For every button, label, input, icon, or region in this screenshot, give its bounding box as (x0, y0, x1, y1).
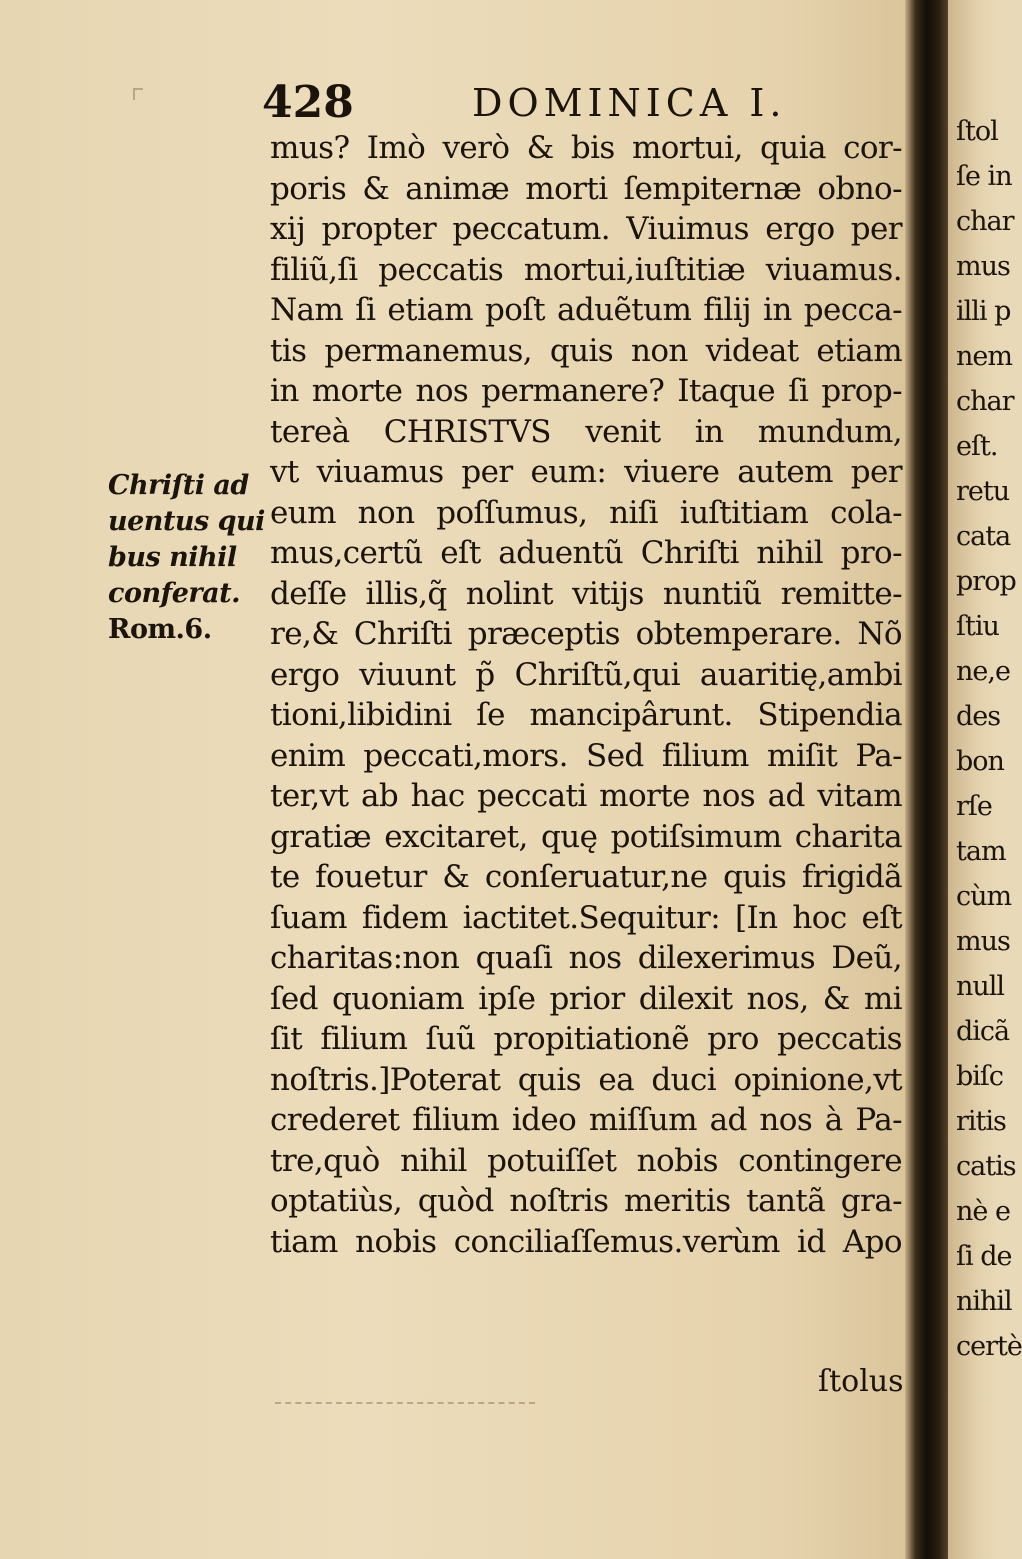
text-line: tis permanemus, quis non videat etiam (270, 332, 902, 369)
text-line: ſuam fidem iactitet.Sequitur: [In hoc eſt (270, 899, 902, 936)
marginal-note-line: Chriſti ad (108, 470, 249, 501)
facing-line-fragment: ſtiu (956, 611, 999, 642)
text-line: optatiùs, quòd noſtris meritis tantã gra- (270, 1183, 902, 1219)
text-line: vt viuamus per eum: viuere autem per (270, 454, 902, 490)
text-line: charitas:non quaſi nos dilexerimus Deũ, (270, 940, 902, 976)
body-text (270, 128, 902, 1262)
marginal-note-line: uentus qui (108, 506, 265, 537)
facing-line-fragment: nihil (956, 1286, 1012, 1317)
facing-line-fragment: cùm (956, 881, 1012, 912)
facing-line-fragment: nem (956, 341, 1012, 372)
facing-line-fragment: rſe (956, 791, 992, 822)
facing-line-fragment: certè (956, 1331, 1022, 1362)
marginal-note-line: Rom.6. (108, 614, 212, 645)
facing-line-fragment: char (956, 386, 1014, 417)
facing-line-fragment: char (956, 206, 1014, 237)
bottom-rule (275, 1402, 535, 1404)
text-line: mus,certũ eſt aduentũ Chriſti nihil pro- (270, 535, 902, 571)
facing-line-fragment: illi p (956, 296, 1011, 327)
facing-line-fragment: ritis (956, 1106, 1006, 1137)
facing-line-fragment: prop (956, 566, 1016, 597)
marginal-note-line: bus nihil (108, 542, 237, 573)
text-line: enim peccati,mors. Sed filium miſit Pa- (270, 737, 902, 774)
facing-line-fragment: mus (956, 251, 1010, 282)
book-gutter (905, 0, 953, 1559)
marginal-note (108, 468, 268, 648)
facing-line-fragment: des (956, 701, 1001, 732)
text-line: ſit filium ſuũ propitiationẽ pro peccatis (270, 1021, 902, 1057)
page-header (262, 78, 902, 128)
facing-line-fragment: ſe in (956, 161, 1012, 192)
text-line: poris & animæ morti ſempiternæ obno- (270, 170, 902, 207)
margin-mark (133, 88, 143, 100)
text-line: ter,vt ab hac peccati morte nos ad vitam (270, 778, 902, 814)
marginal-note-line: conferat. (108, 578, 240, 609)
text-line: te fouetur & conſeruatur,ne quis frigidã (270, 859, 902, 895)
page-number: 428 (262, 77, 354, 128)
facing-line-fragment: catis (956, 1151, 1016, 1182)
facing-line-fragment: cata (956, 521, 1011, 552)
facing-line-fragment: dicã (956, 1016, 1010, 1047)
text-line: gratiæ excitaret, quę potiſsimum charita (270, 818, 902, 855)
text-line: tre,quò nihil potuiſſet nobis contingere (270, 1142, 902, 1179)
text-line: tereà CHRISTVS venit in mundum, (270, 413, 902, 450)
facing-line-fragment: ſtol (956, 116, 998, 147)
facing-line-fragment: ſi de (956, 1241, 1012, 1272)
text-line: in morte nos permanere? Itaque ſi prop- (270, 373, 902, 409)
text-line: re,& Chriſti præceptis obtemperare. Nõ (270, 616, 902, 652)
facing-page (948, 0, 1022, 1559)
catchword: ſtolus (818, 1364, 904, 1399)
text-line: tioni,libidini ſe mancipârunt. Stipendia (270, 697, 902, 733)
text-line: eum non poſſumus, niſi iuſtitiam cola- (270, 494, 902, 531)
facing-line-fragment: bon (956, 746, 1004, 777)
text-line: deſſe illis,q̃ nolint vitijs nuntiũ remitte- (270, 575, 902, 612)
text-line: noſtris.]Poterat quis ea duci opinione,vt (270, 1061, 902, 1098)
facing-line-fragment: ne,e (956, 656, 1010, 687)
facing-line-fragment: tam (956, 836, 1006, 867)
facing-line-fragment: retu (956, 476, 1010, 507)
text-line: ergo viuunt p̃ Chriſtũ,qui auaritię,ambi (270, 656, 902, 693)
text-line: mus? Imò verò & bis mortui, quia cor- (270, 130, 902, 166)
text-line: filiũ,ſi peccatis mortui,iuſtitiæ viuamus. (270, 251, 902, 288)
text-line: xij propter peccatum. Viuimus ergo per (270, 211, 902, 247)
facing-line-fragment: mus (956, 926, 1010, 957)
running-head: DOMINICA I. (472, 81, 787, 125)
facing-line-fragment: eſt. (956, 431, 998, 462)
text-line: crederet filium ideo miſſum ad nos à Pa- (270, 1102, 902, 1138)
facing-line-fragment: biſc (956, 1061, 1004, 1092)
facing-line-fragment: nè e (956, 1196, 1010, 1227)
text-line: Nam ſi etiam poſt aduẽtum filij in pecca- (270, 292, 902, 328)
text-line: tiam nobis conciliaſſemus.verùm id Apo (270, 1223, 902, 1260)
text-line: ſed quoniam ipſe prior dilexit nos, & mi (270, 980, 902, 1017)
facing-line-fragment: null (956, 971, 1005, 1002)
